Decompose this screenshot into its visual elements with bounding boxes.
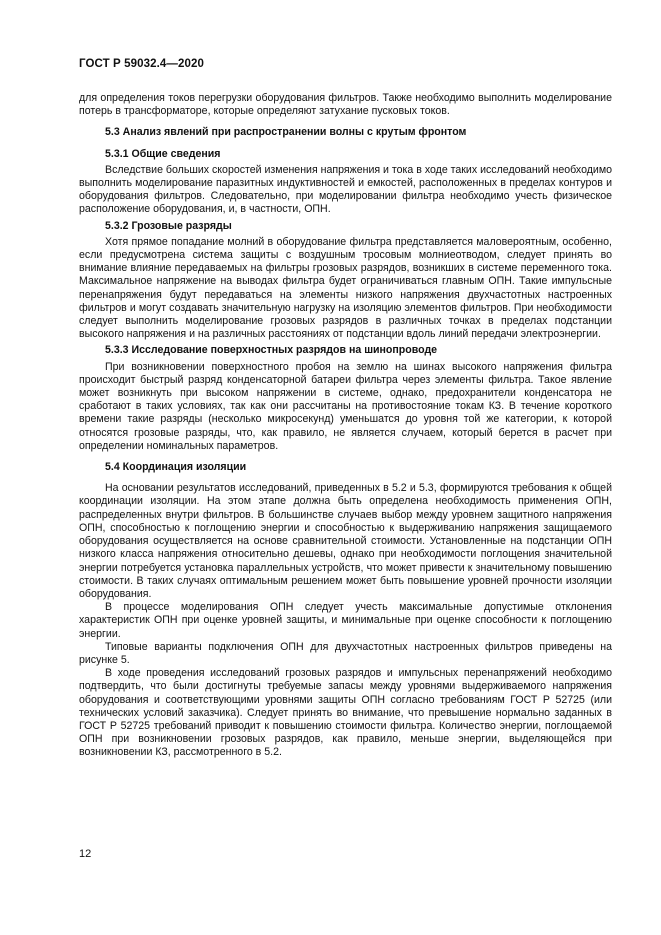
section-5-4-paragraph-3: Типовые варианты подключения ОПН для двухчастотных настроенных фильтров приведены на рисунке 5. — [79, 640, 612, 666]
document-code-header: ГОСТ Р 59032.4—2020 — [79, 58, 204, 70]
section-5-3-1-heading: 5.3.1 Общие сведения — [105, 147, 221, 160]
document-body — [79, 92, 612, 760]
section-5-3-1-paragraph: Вследствие больших скоростей изменения напряжения и тока в ходе таких исследований необходимо выполнить моделирование паразитных индуктивностей и емкостей, расположенных в пределах контуров и оборудования фильтров. Следовательно, при моделировании фильтра необходимо учесть физическое расположение оборудования, и, в частности, ОПН. — [79, 163, 613, 216]
section-5-3-3-paragraph: При возникновении поверхностного пробоя на землю на шинах высокого напряжения фильтра происходит быстрый разряд конденсаторной батареи фильтра через элементы фильтра. Такое явление может возникнуть при высоком напряжении в системе, однако, предохранители конденсатора не сработают в таких условиях, так как они рассчитаны на противостояние токам КЗ. В течение короткого времени такие разряды (несколько микросекунд) уменьшатся до уровня той же категории, к которой относятся грозовые разряды, что, как правило, не является случаем, который берется в расчет при определении номинальных параметров. — [79, 360, 612, 452]
section-5-3-2-heading: 5.3.2 Грозовые разряды — [105, 219, 232, 232]
section-5-4-paragraph-4: В ходе проведения исследований грозовых разрядов и импульсных перенапряжений необходимо подтвердить, что были достигнуты требуемые запасы между уровнями выдерживаемого напряжения оборудования и соответствующими уровнями защиты ОПН согласно требованиям ГОСТ Р 52725 (или технических условий заказчика). Следует принять во внимание, что превышение нормально заданных в ГОСТ Р 52725 требований приводит к повышению стоимости фильтра. Количество энергии, поглощаемой ОПН при возникновении грозовых разрядов, как правило, меньше энергии, выделяющейся при возникновении КЗ, рассмотренного в 5.2. — [79, 667, 612, 759]
section-5-3-3-heading: 5.3.3 Исследование поверхностных разрядов на шинопроводе — [105, 344, 438, 357]
paragraph-intro: для определения токов перегрузки оборудования фильтров. Также необходимо выполнить моделирование потерь в трансформаторе, которые определяют затухание пусковых токов. — [79, 92, 612, 118]
section-5-3-2-paragraph: Хотя прямое попадание молний в оборудование фильтра представляется маловероятным, особенно, если предусмотрена система защиты с воздушным тросовым молниеотводом, следует принять во внимание влияние передаваемых на фильтры грозовых разрядов, возникших в системе переменного тока. Максимальное напряжение на выводах фильтра будет ограничиваться главным ОПН. Такие импульсные перенапряжения будут передаваться на элементы низкого напряжения двухчастотных настроенных фильтров и могут создавать значительную нагрузку на изоляцию элементов фильтров. При необходимости следует выполнить моделирование грозовых разрядов в различных точках в пределах подстанции высокого напряжения и на различных расстояниях от подстанции вдоль линий передачи электроэнергии. — [79, 235, 612, 341]
page-number: 12 — [79, 848, 92, 860]
section-5-4-heading: 5.4 Координация изоляции — [105, 461, 247, 474]
section-5-4-paragraph-2: В процессе моделирования ОПН следует учесть максимальные допустимые отклонения характеристик ОПН при оценке уровней защиты, и минимальные при оценке способности к поглощению энергии. — [79, 601, 612, 640]
section-5-3-heading: 5.3 Анализ явлений при распространении волны с крутым фронтом — [105, 126, 467, 139]
section-5-4-paragraph-1: На основании результатов исследований, приведенных в 5.2 и 5.3, формируются требования к общей координации изоляции. На этом этапе должна быть определена необходимость применения ОПН, распределенных внутри фильтров. В большинстве случаев выбор между уровнем защитного напряжения ОПН, способностью к поглощению энергии и способностью к выдерживанию напряжения защищаемого оборудования осуществляется на основе сравнительной стоимости. Установленные на подстанции ОПН низкого класса напряжения относительно дешевы, однако при необходимости поглощения значительной энергии потребуется установка параллельных устройств, что может привести к значительному повышению стоимости. В таких случаях оптимальным решением может быть повышение уровней прочности изоляции оборудования. — [79, 482, 612, 600]
